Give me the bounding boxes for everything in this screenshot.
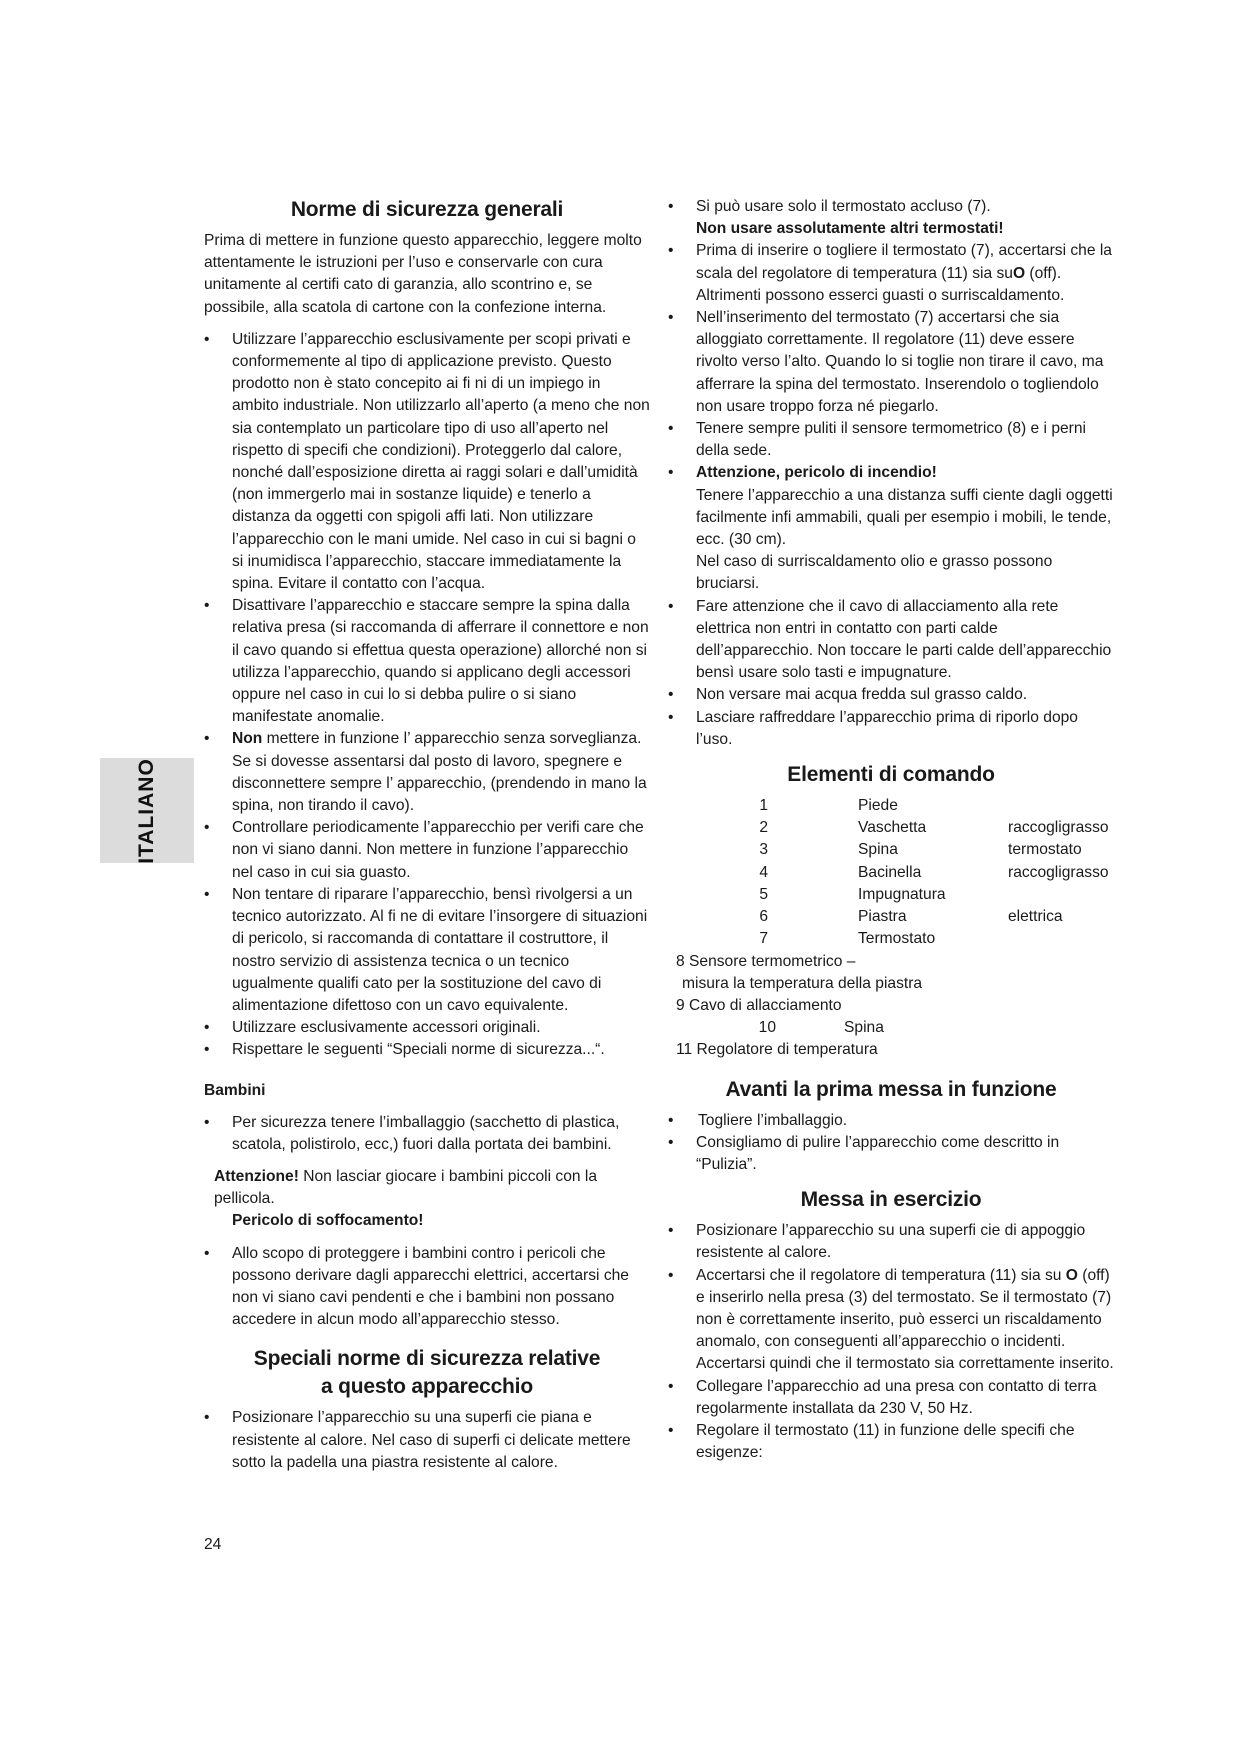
control-name: Spina bbox=[858, 841, 898, 859]
fire-warning: Attenzione, pericolo di incendio! bbox=[696, 464, 937, 482]
list-item: • Collegare l’apparecchio ad una presa con contatto di terra regolarmente installata da 230 V, 50 Hz. bbox=[668, 1376, 1114, 1420]
list-item-text: mettere in funzione l’ apparecchio senza sorveglianza. Se si dovesse assentarsi dal posto di lavoro, spegnere e disconnettere sempre l’ apparecchio, (prendendo in mano la spina, non tirando il cavo). bbox=[232, 730, 647, 815]
section-title-controls: Elementi di comando bbox=[787, 763, 995, 787]
list-item: • Tenere sempre puliti il sensore termometrico (8) e i perni della sede. bbox=[668, 418, 1114, 462]
left-column bbox=[204, 196, 650, 1474]
controls-list bbox=[668, 795, 1114, 1061]
control-name-2: termostato bbox=[1008, 841, 1082, 859]
page-number: 24 bbox=[204, 1536, 222, 1553]
list-item: • Allo scopo di proteggere i bambini contro i pericoli che possono derivare dagli apparecchi elettrici, accertarsi che non vi siano cavi pendenti e che i bambini non possano accedere in alcun modo all’apparecchio stesso. bbox=[204, 1243, 650, 1332]
suffocation-warning: Pericolo di soffocamento! bbox=[232, 1212, 424, 1230]
list-item bbox=[204, 728, 650, 817]
warning-label: Attenzione! bbox=[214, 1167, 299, 1185]
control-row bbox=[668, 862, 1114, 884]
list-item: • Lasciare raffreddare l’apparecchio prima di riporlo dopo l’uso. bbox=[668, 707, 1114, 751]
warning-paragraph bbox=[204, 1166, 650, 1210]
control-name: Impugnatura bbox=[858, 885, 946, 903]
list-item: • Utilizzare esclusivamente accessori originali. bbox=[204, 1017, 650, 1039]
section-title-special-safety: Speciali norme di sicurezza relative bbox=[253, 1347, 601, 1371]
control-number: 2 bbox=[759, 819, 768, 837]
control-name-2: raccogligrasso bbox=[1008, 863, 1109, 881]
list-item: • Posizionare l’apparecchio su una superfi cie di appoggio resistente al calore. bbox=[668, 1220, 1114, 1264]
section-title-special-safety-line2: a questo apparecchio bbox=[321, 1375, 533, 1399]
language-tab bbox=[100, 758, 194, 863]
control-row bbox=[668, 928, 1114, 950]
list-item bbox=[668, 196, 1114, 240]
list-item bbox=[668, 1265, 1114, 1376]
off-symbol: O bbox=[1065, 1266, 1078, 1284]
control-row bbox=[668, 839, 1114, 861]
off-symbol: O bbox=[1012, 264, 1026, 282]
list-item: • Non tentare di riparare l’apparecchio, bensì rivolgersi a un tecnico autorizzato. Al fi ne di evitare l’insorgere di situazioni di pericolo, si raccomanda di contattare il costruttore, il nostro servizio di assistenza tecnica o un tecnico ugualmente qualifi cato per la sostituzione del cavo di alimentazione difettoso con un cavo equivalente. bbox=[204, 884, 650, 1017]
control-name: Termostato bbox=[858, 930, 936, 948]
bold-text: Non bbox=[232, 730, 263, 748]
list-item-text: (off). Altrimenti possono esserci guasti o surriscaldamento. bbox=[696, 264, 1065, 304]
control-name: Bacinella bbox=[858, 863, 922, 881]
section-title-general-safety: Norme di sicurezza generali bbox=[290, 198, 564, 221]
intro-paragraph: Prima di mettere in funzione questo apparecchio, leggere molto attentamente le istruzioni per l’uso e conservarle con cura unitamente al certifi cato di garanzia, allo scontrino e, se possibile, alla scatola di cartone con la confezione interna. bbox=[204, 232, 642, 316]
control-name-2: raccogligrasso bbox=[1008, 819, 1109, 837]
control-row: misura la temperatura della piastra bbox=[682, 974, 923, 992]
list-item: • Consigliamo di pulire l’apparecchio come descritto in “Pulizia”. bbox=[668, 1132, 1114, 1176]
subsection-title-children: Bambini bbox=[204, 1081, 266, 1099]
control-number: 10 bbox=[758, 1019, 776, 1037]
warning-text: Non lasciar giocare i bambini piccoli con la pellicola. bbox=[214, 1167, 598, 1208]
control-number: 1 bbox=[759, 797, 768, 815]
control-name: Vaschetta bbox=[858, 819, 927, 837]
control-name: Spina bbox=[844, 1019, 884, 1037]
list-item: • Fare attenzione che il cavo di allacciamento alla rete elettrica non entri in contatto con parti calde dell’apparecchio. Non toccare le parti calde dell’apparecchio bensì usare solo tasti e impugnature. bbox=[668, 596, 1114, 685]
list-item-text: Tenere l’apparecchio a una distanza suffi ciente dagli oggetti facilmente infi ammabili, quali per esempio i mobili, le tende, ecc. (30 cm). bbox=[696, 486, 1113, 549]
control-row bbox=[668, 884, 1114, 906]
list-item: • Posizionare l’apparecchio su una superfi cie piana e resistente al calore. Nel caso di superfi ci delicate mettere sotto la padella una piastra resistente al calore. bbox=[204, 1407, 650, 1474]
list-item: • Nell’inserimento del termostato (7) accertarsi che sia alloggiato correttamente. Il regolatore (11) deve essere rivolto verso l’alto. Quando lo si toglie non tirare il cavo, ma afferrare la spina del termostato. Inserendolo o togliendolo non usare troppo forza né piegarlo. bbox=[668, 307, 1114, 418]
control-row: 11 Regolatore di temperatura bbox=[676, 1041, 878, 1059]
list-item bbox=[668, 462, 1114, 595]
list-item: • Disattivare l’apparecchio e staccare sempre la spina dalla relativa presa (si raccomanda di afferrare il connettore e non il cavo quando si effettua questa operazione) allorché non si utilizza l’apparecchio, quando si applicano degli accessori oppure nel caso in cui lo si debba pulire o si siano manifestate anomalie. bbox=[204, 595, 650, 728]
list-item-text: (off) e inserirlo nella presa (3) del termostato. Se il termostato (7) non è correttamente inserito, può esserci un riscaldamento anomalo, con conseguenti all’apparecchio o incidenti. Accertarsi quindi che il termostato sia correttamente inserito. bbox=[696, 1266, 1114, 1373]
list-item: • Utilizzare l’apparecchio esclusivamente per scopi privati e conformemente al tipo di applicazione previsto. Questo prodotto non è stato concepito ai fi ni di un impiego in ambito industriale. Non utilizzarlo all’aperto (a meno che non sia contemplato un particolare tipo di uso all’aperto nel rispetto di specifi che condizioni). Proteggerlo dal calore, nonché dall’esposizione diretta ai raggi solari e dall’umidità (non immergerlo mai in sostanze liquide) e tenerlo a distanza da oggetti con spigoli affi lati. Non utilizzare l’apparecchio con le mani umide. Nel caso in cui si bagni o si inumidisca l’apparecchio, staccare immediatamente la spina. Evitare il contatto con l’acqua. bbox=[204, 329, 650, 595]
list-item bbox=[668, 240, 1114, 307]
language-tab-label: ITALIANO bbox=[135, 757, 158, 864]
control-number: 7 bbox=[759, 930, 768, 948]
list-item: • Per sicurezza tenere l’imballaggio (sacchetto di plastica, scatola, polistirolo, ecc,) fuori dalla portata dei bambini. bbox=[204, 1112, 650, 1156]
list-item-text: Prima di inserire o togliere il termostato (7), accertarsi che la scala del regolatore di temperatura (11) sia su bbox=[696, 242, 1112, 282]
list-item: • Controllare periodicamente l’apparecchio per verifi care che non vi siano danni. Non mettere in funzione l’apparecchio nel caso in cui sia guasto. bbox=[204, 817, 650, 884]
control-row bbox=[668, 906, 1114, 928]
right-column bbox=[668, 196, 1114, 1464]
section-title-before-first-use: Avanti la prima messa in funzione bbox=[725, 1077, 1057, 1101]
control-row: 9 Cavo di allacciamento bbox=[676, 996, 842, 1014]
control-row bbox=[668, 795, 1114, 817]
control-name-2: elettrica bbox=[1008, 908, 1063, 926]
list-item-text: Si può usare solo il termostato accluso (7). bbox=[696, 198, 991, 215]
list-item: • Non versare mai acqua fredda sul grasso caldo. bbox=[668, 684, 1114, 706]
control-row: 8 Sensore termometrico – bbox=[676, 952, 856, 970]
bold-warning: Non usare assolutamente altri termostati! bbox=[696, 220, 1004, 238]
control-number: 3 bbox=[759, 841, 768, 859]
control-row bbox=[668, 817, 1114, 839]
list-item: • Regolare il termostato (11) in funzione delle specifi che esigenze: bbox=[668, 1420, 1114, 1464]
list-item-text: Nel caso di surriscaldamento olio e grasso possono bruciarsi. bbox=[696, 553, 1053, 593]
control-name: Piastra bbox=[858, 908, 907, 926]
control-number: 4 bbox=[759, 863, 768, 881]
control-number: 5 bbox=[759, 885, 768, 903]
control-name: Piede bbox=[858, 797, 898, 815]
list-item-text: Accertarsi che il regolatore di temperatura (11) sia su bbox=[696, 1266, 1066, 1284]
list-item: • Rispettare le seguenti “Speciali norme di sicurezza...“. bbox=[204, 1039, 650, 1061]
section-title-operation: Messa in esercizio bbox=[800, 1188, 982, 1212]
control-row bbox=[668, 1017, 1114, 1039]
control-number: 6 bbox=[759, 908, 768, 926]
list-item: • Togliere l’imballaggio. bbox=[668, 1110, 1114, 1132]
